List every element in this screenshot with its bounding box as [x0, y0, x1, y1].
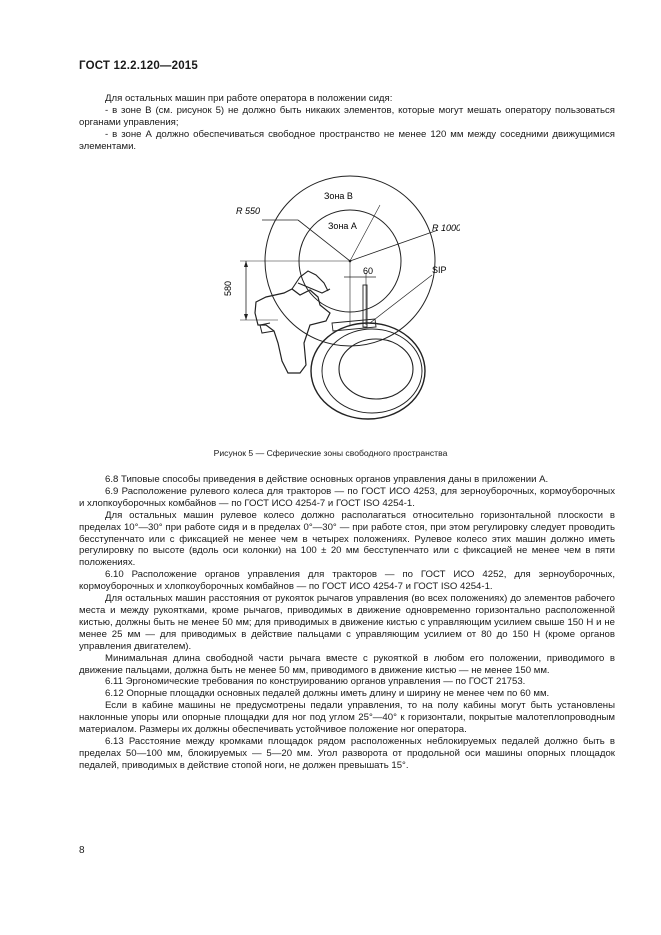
- dim-580-arrow-bottom: [244, 314, 248, 320]
- document-code-header: ГОСТ 12.2.120—2015: [79, 60, 198, 72]
- seat-post: [363, 285, 367, 327]
- dim-580-label: 580: [223, 280, 233, 296]
- body-paragraph: 6.10 Расположение органов управления для тракторов — по ГОСТ ИСО 4252, для зерноуборочных, кормоуборочных и хлопкоуборочных комбайнов — по ГОСТ ИСО 4254-7 и ГОСТ ISO 4254-1.: [79, 569, 615, 593]
- sip-label: SIP: [432, 265, 447, 275]
- body-text: [79, 474, 615, 772]
- r550-label: R 550: [236, 206, 261, 216]
- intro-paragraph: - в зоне В (см. рисунок 5) не должно быть никаких элементов, которые могут мешать оператору пользоваться органами управления;: [79, 104, 615, 128]
- zone-a-label: Зона А: [328, 221, 357, 231]
- body-paragraph: 6.11 Эргономические требования по конструированию органов управления — по ГОСТ 21753.: [105, 676, 526, 688]
- intro-paragraph: Для остальных машин при работе оператора в положении сидя:: [105, 93, 393, 104]
- dim-580-arrow-top: [244, 261, 248, 267]
- intro-paragraph: - в зоне А должно обеспечиваться свободное пространство не менее 120 мм между соседними движущимися элементами.: [79, 128, 615, 152]
- r1000-label: R 1000: [432, 223, 460, 233]
- body-paragraph: 6.12 Опорные площадки основных педалей должны иметь длину и ширину не менее чем по 60 мм.: [105, 688, 550, 700]
- wheel-tread: [322, 329, 422, 413]
- body-paragraph: 6.8 Типовые способы приведения в действие основных органов управления даны в приложении А.: [105, 474, 549, 485]
- intro-text: [79, 93, 615, 153]
- body-paragraph: Минимальная длина свободной части рычага вместе с рукояткой в любом его положении, приводимого в движение пальцами, должна быть не менее 50 мм, приводимого в движение кистью — не менее 150 мм.: [79, 652, 615, 676]
- seat-cushion: [260, 323, 274, 333]
- body-paragraph: Для остальных машин рулевое колесо должно располагаться относительно горизонтальной плоскости в пределах 10°—30° при работе сидя и в пределах 0°—30° — при работе стоя, при этом регулировку следует проводить бесступенчато или с фиксацией не менее чем в четырех положениях. Рулевое колесо этих машин должно иметь регулировку по высоте (вдоль оси колонки) на 100 ± 20 мм бесступенчато или с фиксацией не менее чем в пяти положениях.: [79, 509, 615, 569]
- zone-a-leader-line: [350, 205, 380, 261]
- figure-drawing: [200, 165, 460, 445]
- body-paragraph: Для остальных машин расстояния от рукояток рычагов управления (во всех положениях) до элементов рабочего места и между рукоятками, кроме рычагов, приводимых в движение одновременно горизонтально расположенной кистью, должны быть не менее 50 мм; для приводимых в движение кистью с управляющим усилием свыше 150 Н и не менее 25 мм — для приводимых в действие пальцами с управляющим усилием от 80 до 150 Н (кроме органов управления двигателем).: [79, 593, 615, 652]
- figure-caption: Рисунок 5 — Сферические зоны свободного пространства: [213, 448, 448, 458]
- body-paragraph: Если в кабине машины не предусмотрены педали управления, то на полу кабины могут быть установлены наклонные упоры или опорные площадки для ног под углом 25°—40° к горизонтали, покрытые малотеплопроводным материалом. Размеры их должны обеспечивать устойчивое положение ног оператора.: [79, 700, 615, 736]
- figure-spherical-zones: [200, 165, 460, 445]
- wheel-inner: [339, 339, 413, 399]
- sip-leader-line: [370, 275, 432, 323]
- dim-60-label: 60: [363, 266, 374, 276]
- page-number: 8: [79, 845, 85, 856]
- body-paragraph: 6.9 Расположение рулевого колеса для тракторов — по ГОСТ ИСО 4253, для зерноуборочных, кормоуборочных и хлопкоуборочных комбайнов — по ГОСТ ИСО 4254-7 и ГОСТ ISO 4254-1.: [79, 485, 615, 509]
- wheel-outer: [311, 323, 425, 419]
- tractor-seat-body: [255, 289, 330, 373]
- body-paragraph: 6.13 Расстояние между кромками площадок рядом расположенных неблокируемых педалей должно быть в пределах 50—100 мм, блокируемых — 5—20 мм. Угол разворота от продольной оси машины опорных площадок педалей, приводимых в действие стопой ноги, не должен превышать 15°.: [79, 735, 615, 771]
- zone-b-label: Зона В: [324, 191, 353, 201]
